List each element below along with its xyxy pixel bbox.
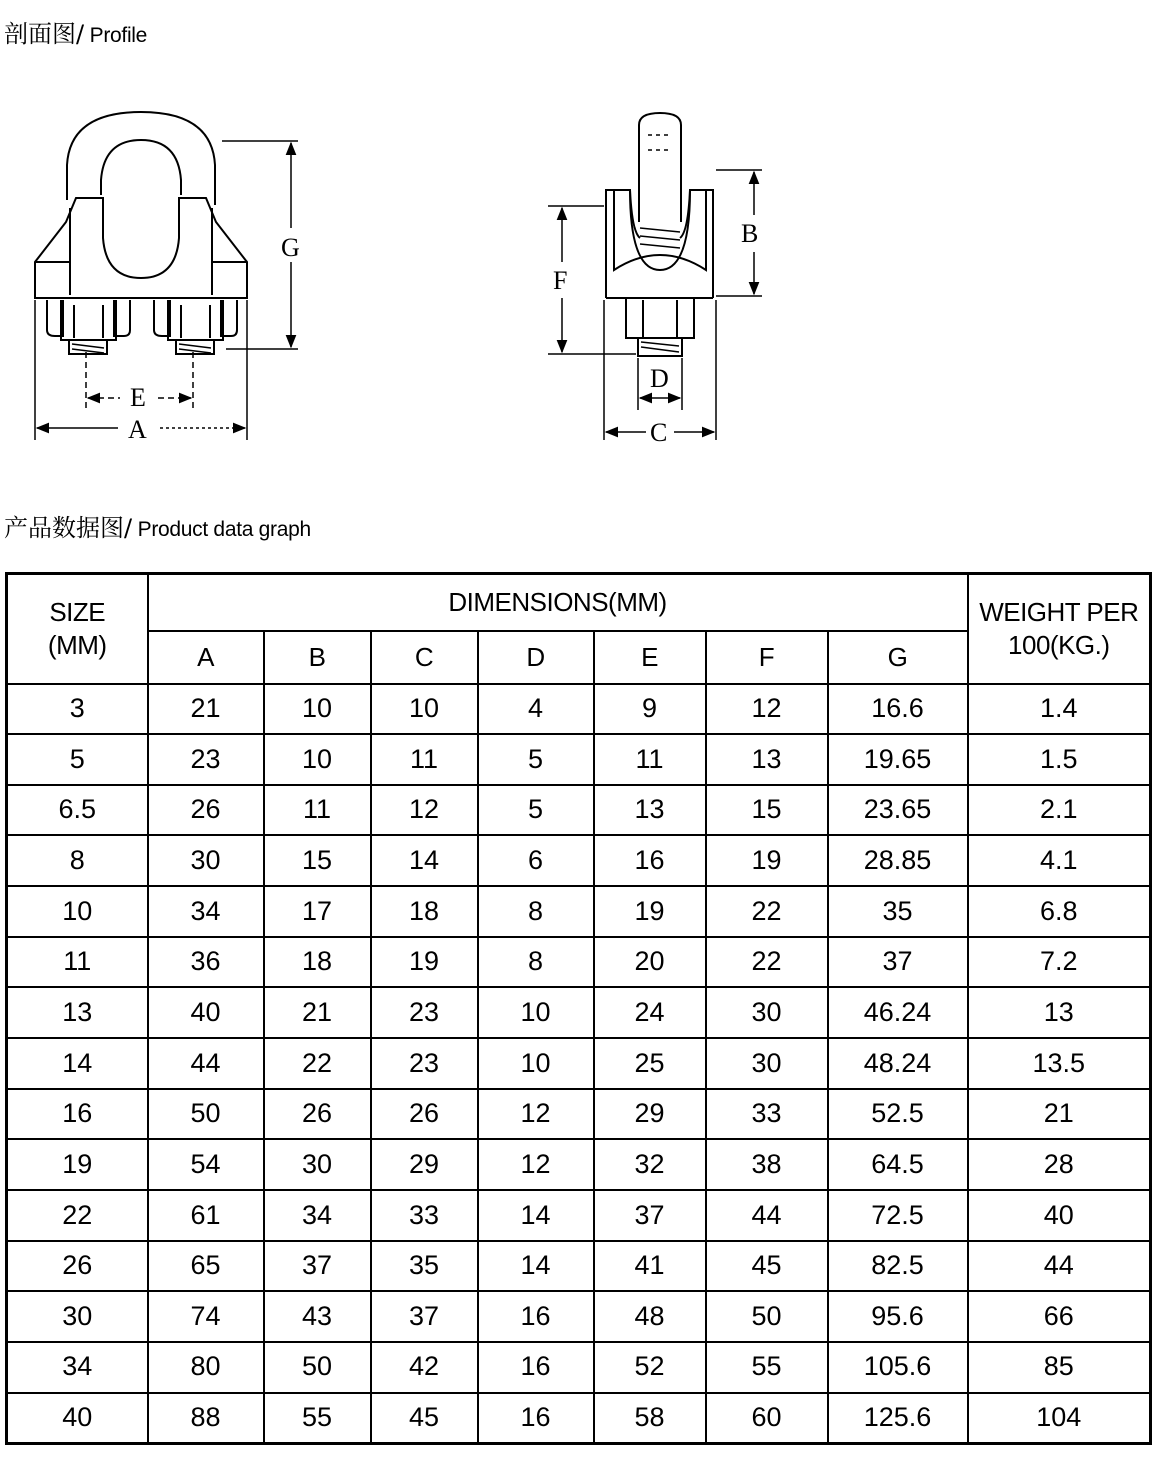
table-cell: 28.85 <box>828 835 968 886</box>
dim-label-c: C <box>650 418 668 447</box>
table-cell: 48.24 <box>828 1038 968 1089</box>
table-cell: 16 <box>478 1393 594 1444</box>
table-cell: 12 <box>478 1139 594 1190</box>
table-cell: 17 <box>264 886 371 937</box>
table-cell: 19 <box>594 886 706 937</box>
table-cell: 34 <box>7 1342 148 1393</box>
column-header-c: C <box>371 631 478 684</box>
column-header-f: F <box>706 631 828 684</box>
table-cell: 18 <box>264 937 371 988</box>
table-cell: 125.6 <box>828 1393 968 1444</box>
table-cell: 44 <box>968 1241 1151 1292</box>
table-cell: 40 <box>148 987 264 1038</box>
table-cell: 41 <box>594 1241 706 1292</box>
table-cell: 16 <box>478 1342 594 1393</box>
table-cell: 32 <box>594 1139 706 1190</box>
table-row <box>7 1089 1151 1140</box>
column-header-e: E <box>594 631 706 684</box>
table-cell: 16 <box>478 1291 594 1342</box>
table-cell: 19.65 <box>828 734 968 785</box>
data-heading <box>4 508 311 543</box>
table-cell: 50 <box>706 1291 828 1342</box>
table-cell: 40 <box>968 1190 1151 1241</box>
table-cell: 48 <box>594 1291 706 1342</box>
table-row <box>7 785 1151 836</box>
table-cell: 61 <box>148 1190 264 1241</box>
table-cell: 8 <box>7 835 148 886</box>
table-cell: 13 <box>968 987 1151 1038</box>
table-cell: 50 <box>148 1089 264 1140</box>
u-bolt-outer <box>67 112 215 205</box>
table-row <box>7 1393 1151 1444</box>
table-cell: 30 <box>7 1291 148 1342</box>
dim-label-e: E <box>130 383 146 412</box>
table-cell: 22 <box>706 886 828 937</box>
table-cell: 21 <box>148 684 264 735</box>
table-cell: 2.1 <box>968 785 1151 836</box>
front-view-drawing <box>35 112 247 354</box>
table-cell: 19 <box>706 835 828 886</box>
table-cell: 12 <box>706 684 828 735</box>
table-cell: 13.5 <box>968 1038 1151 1089</box>
table-cell: 13 <box>594 785 706 836</box>
profile-diagram <box>0 0 1162 470</box>
table-cell: 60 <box>706 1393 828 1444</box>
table-cell: 14 <box>371 835 478 886</box>
table-cell: 35 <box>828 886 968 937</box>
table-cell: 30 <box>148 835 264 886</box>
table-cell: 21 <box>264 987 371 1038</box>
table-cell: 5 <box>478 785 594 836</box>
table-cell: 22 <box>706 937 828 988</box>
table-cell: 18 <box>371 886 478 937</box>
table-cell: 80 <box>148 1342 264 1393</box>
table-cell: 20 <box>594 937 706 988</box>
table-cell: 1.5 <box>968 734 1151 785</box>
table-cell: 21 <box>968 1089 1151 1140</box>
table-cell: 52 <box>594 1342 706 1393</box>
table-row <box>7 1038 1151 1089</box>
table-cell: 23.65 <box>828 785 968 836</box>
saddle-body <box>35 198 247 298</box>
table-cell: 19 <box>371 937 478 988</box>
table-cell: 28 <box>968 1139 1151 1190</box>
table-cell: 30 <box>706 987 828 1038</box>
table-cell: 9 <box>594 684 706 735</box>
table-cell: 37 <box>371 1291 478 1342</box>
table-cell: 65 <box>148 1241 264 1292</box>
table-cell: 58 <box>594 1393 706 1444</box>
table-cell: 13 <box>7 987 148 1038</box>
table-cell: 30 <box>706 1038 828 1089</box>
size-header-label: SIZE <box>49 597 106 628</box>
table-cell: 23 <box>371 1038 478 1089</box>
weight-header-unit: 100(KG.) <box>1008 629 1110 660</box>
dim-label-f: F <box>553 266 568 295</box>
table-cell: 10 <box>264 734 371 785</box>
table-cell: 55 <box>706 1342 828 1393</box>
table-cell: 13 <box>706 734 828 785</box>
dim-label-d: D <box>650 364 669 393</box>
table-cell: 14 <box>7 1038 148 1089</box>
table-cell: 6.5 <box>7 785 148 836</box>
table-cell: 23 <box>371 987 478 1038</box>
table-cell: 12 <box>371 785 478 836</box>
dim-label-b: B <box>741 219 759 248</box>
column-header-b: B <box>264 631 371 684</box>
table-cell: 16 <box>7 1089 148 1140</box>
table-cell: 26 <box>371 1089 478 1140</box>
table-cell: 12 <box>478 1089 594 1140</box>
table-cell: 29 <box>594 1089 706 1140</box>
table-cell: 34 <box>148 886 264 937</box>
table-cell: 105.6 <box>828 1342 968 1393</box>
table-cell: 5 <box>7 734 148 785</box>
table-cell: 11 <box>594 734 706 785</box>
table-cell: 19 <box>7 1139 148 1190</box>
table-row <box>7 1342 1151 1393</box>
dim-label-g: G <box>281 233 300 262</box>
dim-label-a: A <box>128 415 147 444</box>
table-cell: 7.2 <box>968 937 1151 988</box>
table-cell: 50 <box>264 1342 371 1393</box>
table-cell: 42 <box>371 1342 478 1393</box>
table-cell: 29 <box>371 1139 478 1190</box>
profile-heading-zh: 剖面图/ <box>4 20 85 48</box>
table-cell: 4.1 <box>968 835 1151 886</box>
table-cell: 34 <box>264 1190 371 1241</box>
side-view-drawing <box>606 113 713 356</box>
table-cell: 10 <box>478 1038 594 1089</box>
table-cell: 52.5 <box>828 1089 968 1140</box>
table-cell: 66 <box>968 1291 1151 1342</box>
table-cell: 25 <box>594 1038 706 1089</box>
table-cell: 46.24 <box>828 987 968 1038</box>
table-cell: 88 <box>148 1393 264 1444</box>
table-cell: 16 <box>594 835 706 886</box>
table-row <box>7 835 1151 886</box>
table-cell: 64.5 <box>828 1139 968 1190</box>
table-cell: 8 <box>478 886 594 937</box>
table-cell: 6 <box>478 835 594 886</box>
table-cell: 37 <box>828 937 968 988</box>
table-cell: 54 <box>148 1139 264 1190</box>
table-cell: 6.8 <box>968 886 1151 937</box>
table-cell: 45 <box>371 1393 478 1444</box>
table-row <box>7 684 1151 735</box>
product-data-table <box>5 572 1152 1445</box>
table-cell: 15 <box>706 785 828 836</box>
dimensions-header: DIMENSIONS(MM) <box>148 574 968 631</box>
data-heading-en: Product data graph <box>132 518 311 541</box>
table-cell: 26 <box>7 1241 148 1292</box>
profile-heading-en: Profile <box>84 24 148 47</box>
column-header-d: D <box>478 631 594 684</box>
table-cell: 4 <box>478 684 594 735</box>
table-cell: 45 <box>706 1241 828 1292</box>
table-cell: 37 <box>264 1241 371 1292</box>
table-cell: 30 <box>264 1139 371 1190</box>
table-row <box>7 1241 1151 1292</box>
table-row <box>7 987 1151 1038</box>
table-cell: 95.6 <box>828 1291 968 1342</box>
table-cell: 26 <box>148 785 264 836</box>
table-row <box>7 1291 1151 1342</box>
table-cell: 10 <box>7 886 148 937</box>
table-cell: 55 <box>264 1393 371 1444</box>
table-cell: 10 <box>264 684 371 735</box>
table-body <box>7 684 1151 1444</box>
table-cell: 40 <box>7 1393 148 1444</box>
table-cell: 11 <box>264 785 371 836</box>
table-cell: 22 <box>264 1038 371 1089</box>
size-header-unit: (MM) <box>47 629 107 660</box>
table-cell: 44 <box>148 1038 264 1089</box>
table-cell: 82.5 <box>828 1241 968 1292</box>
table-cell: 43 <box>264 1291 371 1342</box>
table-cell: 72.5 <box>828 1190 968 1241</box>
table-cell: 14 <box>478 1241 594 1292</box>
table-cell: 85 <box>968 1342 1151 1393</box>
size-header <box>7 574 148 684</box>
table-cell: 33 <box>371 1190 478 1241</box>
table-cell: 10 <box>478 987 594 1038</box>
table-cell: 35 <box>371 1241 478 1292</box>
weight-header <box>968 574 1151 684</box>
weight-header-label: WEIGHT PER <box>979 597 1139 628</box>
table-cell: 37 <box>594 1190 706 1241</box>
table-row <box>7 886 1151 937</box>
table-row <box>7 937 1151 988</box>
table-cell: 3 <box>7 684 148 735</box>
table-cell: 1.4 <box>968 684 1151 735</box>
table-cell: 74 <box>148 1291 264 1342</box>
table-cell: 24 <box>594 987 706 1038</box>
table-cell: 23 <box>148 734 264 785</box>
table-cell: 10 <box>371 684 478 735</box>
u-bolt-inner <box>101 140 181 195</box>
table-cell: 36 <box>148 937 264 988</box>
table-cell: 8 <box>478 937 594 988</box>
table-cell: 5 <box>478 734 594 785</box>
table-cell: 11 <box>371 734 478 785</box>
table-cell: 26 <box>264 1089 371 1140</box>
data-heading-zh: 产品数据图/ <box>4 514 133 542</box>
table-row <box>7 734 1151 785</box>
table-cell: 14 <box>478 1190 594 1241</box>
table-cell: 44 <box>706 1190 828 1241</box>
table-cell: 22 <box>7 1190 148 1241</box>
table-cell: 38 <box>706 1139 828 1190</box>
table-cell: 15 <box>264 835 371 886</box>
table-cell: 11 <box>7 937 148 988</box>
table-row <box>7 1139 1151 1190</box>
table-cell: 33 <box>706 1089 828 1140</box>
column-header-a: A <box>148 631 264 684</box>
column-header-g: G <box>828 631 968 684</box>
table-row <box>7 1190 1151 1241</box>
table-cell: 104 <box>968 1393 1151 1444</box>
table-cell: 16.6 <box>828 684 968 735</box>
